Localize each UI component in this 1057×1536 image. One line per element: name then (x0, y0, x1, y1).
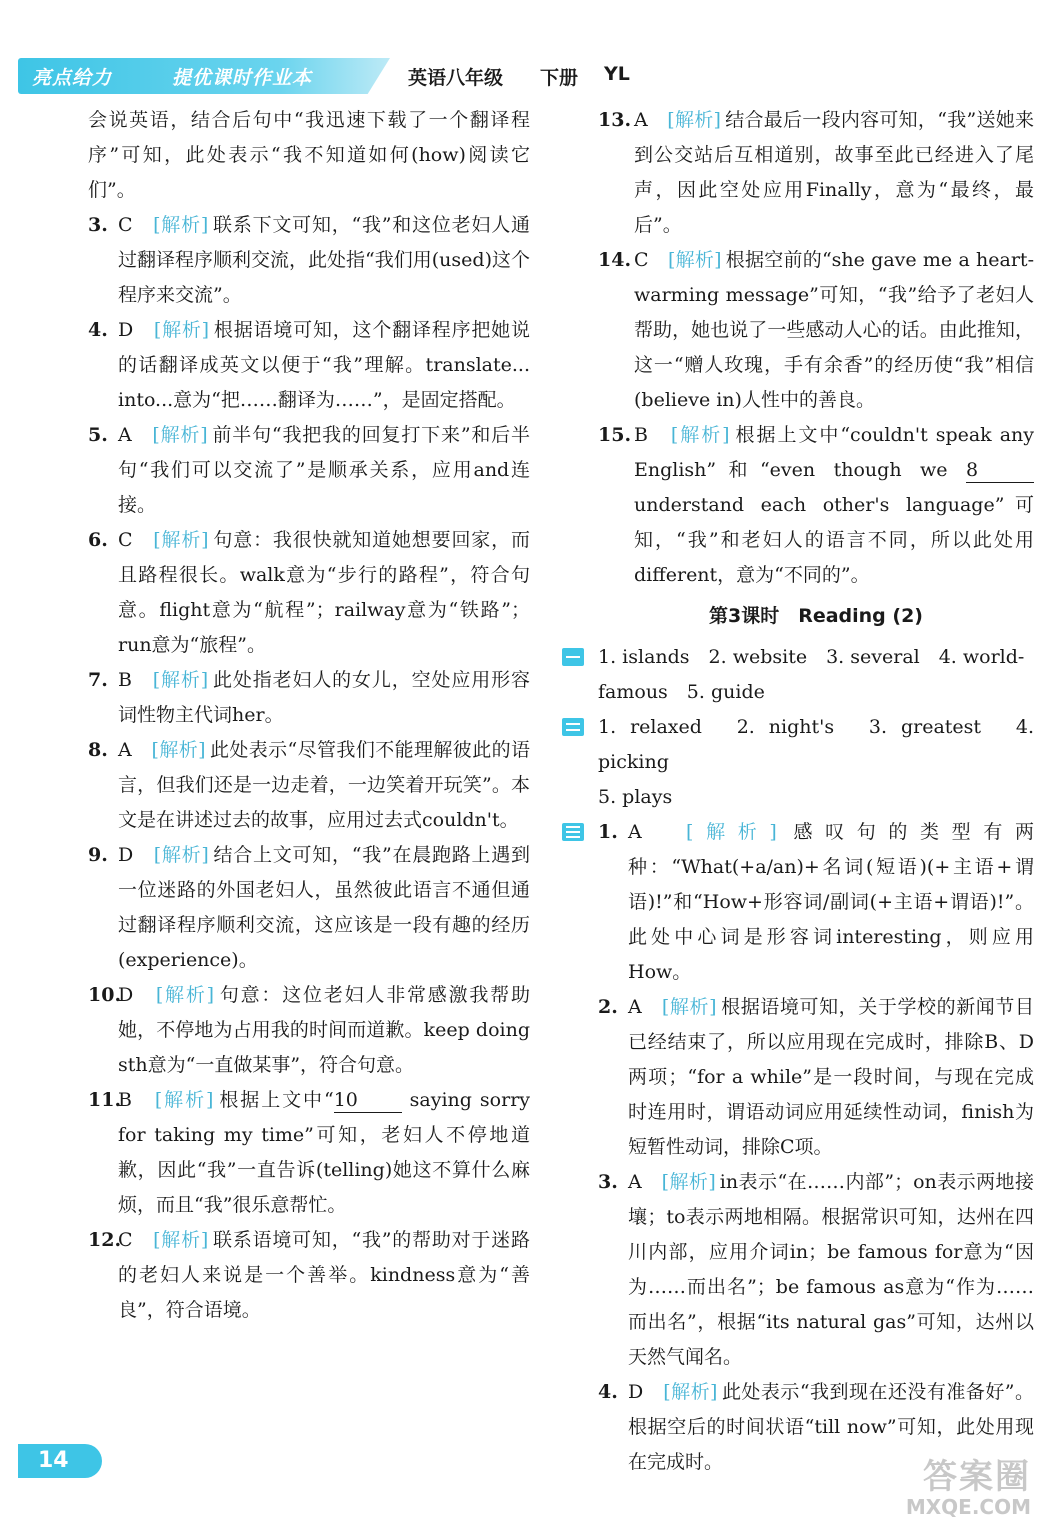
answer-text: 此处指老妇人的女儿，空处应用形容词性物主代词her。 (118, 669, 530, 726)
answer-number: 14. (598, 249, 632, 271)
answer-text: 此处表示“我到现在还没有准备好”。根据空后的时间状语“till now”可知，此处用现在完成时。 (628, 1381, 1034, 1473)
part-two-line: 5. plays (598, 786, 673, 808)
answer-number: 9. (88, 844, 108, 866)
answer-choice: D (118, 319, 134, 341)
answer-item (88, 1083, 530, 1223)
answer-item (88, 733, 530, 838)
answer-text: 此处表示“尽管我们不能理解彼此的语言，但我们还是一边走着，一边笑着开玩笑”。本文是在讲述过去的故事，应用过去式couldn't。 (118, 739, 530, 831)
answer-item (88, 838, 530, 978)
answer-choice: B (118, 1089, 132, 1111)
answer-item (598, 243, 1034, 418)
answer-number: 13. (598, 109, 632, 131)
analysis-tag: [解析] (686, 821, 777, 843)
answer-choice: D (628, 1381, 644, 1403)
answer-item (88, 523, 530, 663)
answer-text: 结合上文可知，“我”在晨跑路上遇到一位迷路的外国老妇人，虽然彼此语言不通但通过翻译程序顺利交流，这应该是一段有趣的经历(experience)。 (118, 844, 530, 971)
analysis-tag: [解析] (153, 844, 209, 866)
answer-number: 5. (88, 424, 108, 446)
watermark-url: MXQE.COM (905, 1495, 1031, 1519)
left-column (88, 103, 530, 1328)
answer-item (88, 418, 530, 523)
watermark-title: 答案圈 (923, 1457, 1031, 1497)
answer-item (598, 418, 1034, 593)
answer-number: 15. (598, 424, 632, 446)
answer-text-before: 根据上文中“ (217, 1089, 334, 1111)
answer-text: in表示“在……内部”；on表示两地接壤；to表示两地相隔。根据常识可知，达州在四川内部，应用介词in；be famous for意为“因为……而出名”；be famous as意为“作为……而出名”，根据“its natural gas”可知，达州以天然气闻名。 (628, 1171, 1034, 1368)
analysis-tag: [解析] (670, 424, 730, 446)
answer-text: 句意：这位老妇人非常感激我帮助她，不停地为占用我的时间而道歉。keep doing sth意为“一直做某事”，符合句意。 (118, 984, 530, 1076)
answer-number: 4. (598, 1381, 618, 1403)
analysis-tag: [解析] (661, 996, 717, 1018)
answer-choice: C (118, 1229, 133, 1251)
answer-choice: B (634, 424, 648, 446)
answer-number: 4. (88, 319, 108, 341)
part-one-icon (562, 648, 584, 666)
analysis-tag: [解析] (153, 214, 209, 236)
answer-number: 10. (88, 984, 122, 1006)
header-volume: 下册 (540, 67, 579, 89)
answer-text: 句意：我很快就知道她想要回家，而且路程很长。walk意为“步行的路程”，符合句意。flight意为“航程”；railway意为“铁路”；run意为“旅程”。 (118, 529, 530, 656)
watermark-logo (881, 1458, 1031, 1522)
answer-number: 3. (88, 214, 108, 236)
answer-choice: C (118, 529, 133, 551)
answer-text: 感叹句的类型有两种：“What(+a/an)+名词(短语)(+主语+谓语)!”和“How+形容词/副词(+主语+谓语)!”。此处中心词是形容词interesting，则应用How。 (628, 821, 1034, 983)
analysis-tag: [解析] (153, 319, 210, 341)
answer-number: 1. (598, 821, 618, 843)
analysis-tag: [解析] (661, 1171, 716, 1193)
answer-text: 根据语境可知，关于学校的新闻节目已经结束了，所以应用现在完成时，排除B、D两项；“for a while”是一段时间，与现在完成时连用时，谓语动词应用延续性动词，finish为短暂性动词，排除C项。 (628, 996, 1034, 1158)
section-title: 第3课时 Reading (2) (708, 605, 923, 627)
answer-number: 11. (88, 1089, 122, 1111)
header-subject: 英语八年级 (408, 67, 504, 89)
answer-number: 2. (598, 996, 618, 1018)
answer-text: understand each other's language”可知，“我”和老妇人的语言不同，所以此处用different，意为“不同的”。 (634, 494, 1034, 586)
answer-text: 结合最后一段内容可知，“我”送她来到公交站后互相道别，故事至此已经进入了尾声，因此空处应用Finally，意为“最终，最后”。 (634, 109, 1034, 236)
answer-item (88, 978, 530, 1083)
answer-text: saying sorry for taking my time”可知，老妇人不停地道歉，因此“我”一直告诉(telling)她这不算什么麻烦，而且“我”很乐意帮忙。 (118, 1089, 531, 1216)
answer-text: 联系语境可知，“我”的帮助对于迷路的老妇人来说是一个善举。kindness意为“善良”，符合语境。 (118, 1229, 530, 1321)
answer-text: 联系下文可知，“我”和这位老妇人通过翻译程序顺利交流，此处指“我们用(used)这个程序来交流”。 (118, 214, 530, 306)
analysis-tag: [解析] (152, 424, 208, 446)
part-two-icon (562, 718, 584, 736)
analysis-tag: [解析] (153, 1229, 209, 1251)
answer-choice: A (118, 739, 132, 761)
answer-text: 前半句“我把我的回复打下来”和后半句“我们可以交流了”是顺承关系，应用and连接。 (118, 424, 530, 516)
answer-item (598, 103, 1034, 243)
answer-item (88, 208, 530, 313)
answer-choice: C (118, 214, 133, 236)
right-column (598, 103, 1034, 1480)
part-two (598, 710, 1034, 815)
answer-choice: C (634, 249, 649, 271)
analysis-tag: [解析] (667, 109, 721, 131)
analysis-tag: [解析] (153, 529, 209, 551)
answer-choice: A (628, 1171, 642, 1193)
analysis-tag: [解析] (663, 1381, 718, 1403)
header-subtitle: 提优课时作业本 (172, 67, 313, 89)
part-three-icon (562, 823, 584, 841)
answer-item (88, 1223, 530, 1328)
answer-item (598, 990, 1034, 1165)
answer-number: 8. (88, 739, 108, 761)
answer-choice: A (634, 109, 648, 131)
answer-choice: B (118, 669, 132, 691)
part-one (598, 640, 1034, 710)
blank-number: 10 (334, 1088, 402, 1113)
answer-choice: A (118, 424, 132, 446)
analysis-tag: [解析] (155, 984, 215, 1006)
part-two-line: 1. relaxed 2. night's 3. greatest 4. picking (598, 716, 1034, 773)
answer-item (598, 1165, 1034, 1375)
answer-number: 7. (88, 669, 108, 691)
answer-number: 6. (88, 529, 108, 551)
answer-text: 根据语境可知，这个翻译程序把她说的话翻译成英文以便于“我”理解。translate... into...意为“把……翻译为……”，是固定搭配。 (118, 319, 530, 411)
answer-item (88, 663, 530, 733)
answer-item (88, 313, 530, 418)
answer-text: 根据空前的“she gave me a heart-warming message”可知，“我”给予了老妇人帮助，她也说了一些感动人心的话。由此推知，这一“赠人玫瑰，手有余香”的经历使“我”相信(believe in)人性中的善良。 (634, 249, 1034, 411)
answer-choice: A (628, 821, 642, 843)
answer-text-before: 根据上文中“couldn't speak any English”和“even though we (634, 424, 1034, 481)
analysis-tag: [解析] (668, 249, 722, 271)
answer-text: 会说英语，结合后句中“我迅速下载了一个翻译程序”可知，此处表示“我不知道如何(how)阅读它们”。 (88, 109, 530, 201)
page-number: 14 (18, 1444, 102, 1478)
header-brand: 亮点给力 (32, 67, 113, 89)
part-one-line: 1. islands 2. website 3. several 4. world- (598, 646, 1025, 668)
part-three (598, 815, 1034, 1480)
answer-number: 12. (88, 1229, 122, 1251)
part-one-line: famous 5. guide (598, 681, 765, 703)
answer-choice: D (118, 984, 134, 1006)
answer-continuation (88, 103, 530, 208)
analysis-tag: [解析] (151, 739, 206, 761)
answer-choice: D (118, 844, 134, 866)
blank-number: 8 (966, 458, 1034, 483)
page-header (0, 58, 1057, 98)
header-edition: YL (604, 63, 630, 85)
answer-item (598, 815, 1034, 990)
answer-number: 3. (598, 1171, 618, 1193)
answer-choice: A (628, 996, 642, 1018)
analysis-tag: [解析] (152, 669, 209, 691)
analysis-tag: [解析] (154, 1089, 214, 1111)
